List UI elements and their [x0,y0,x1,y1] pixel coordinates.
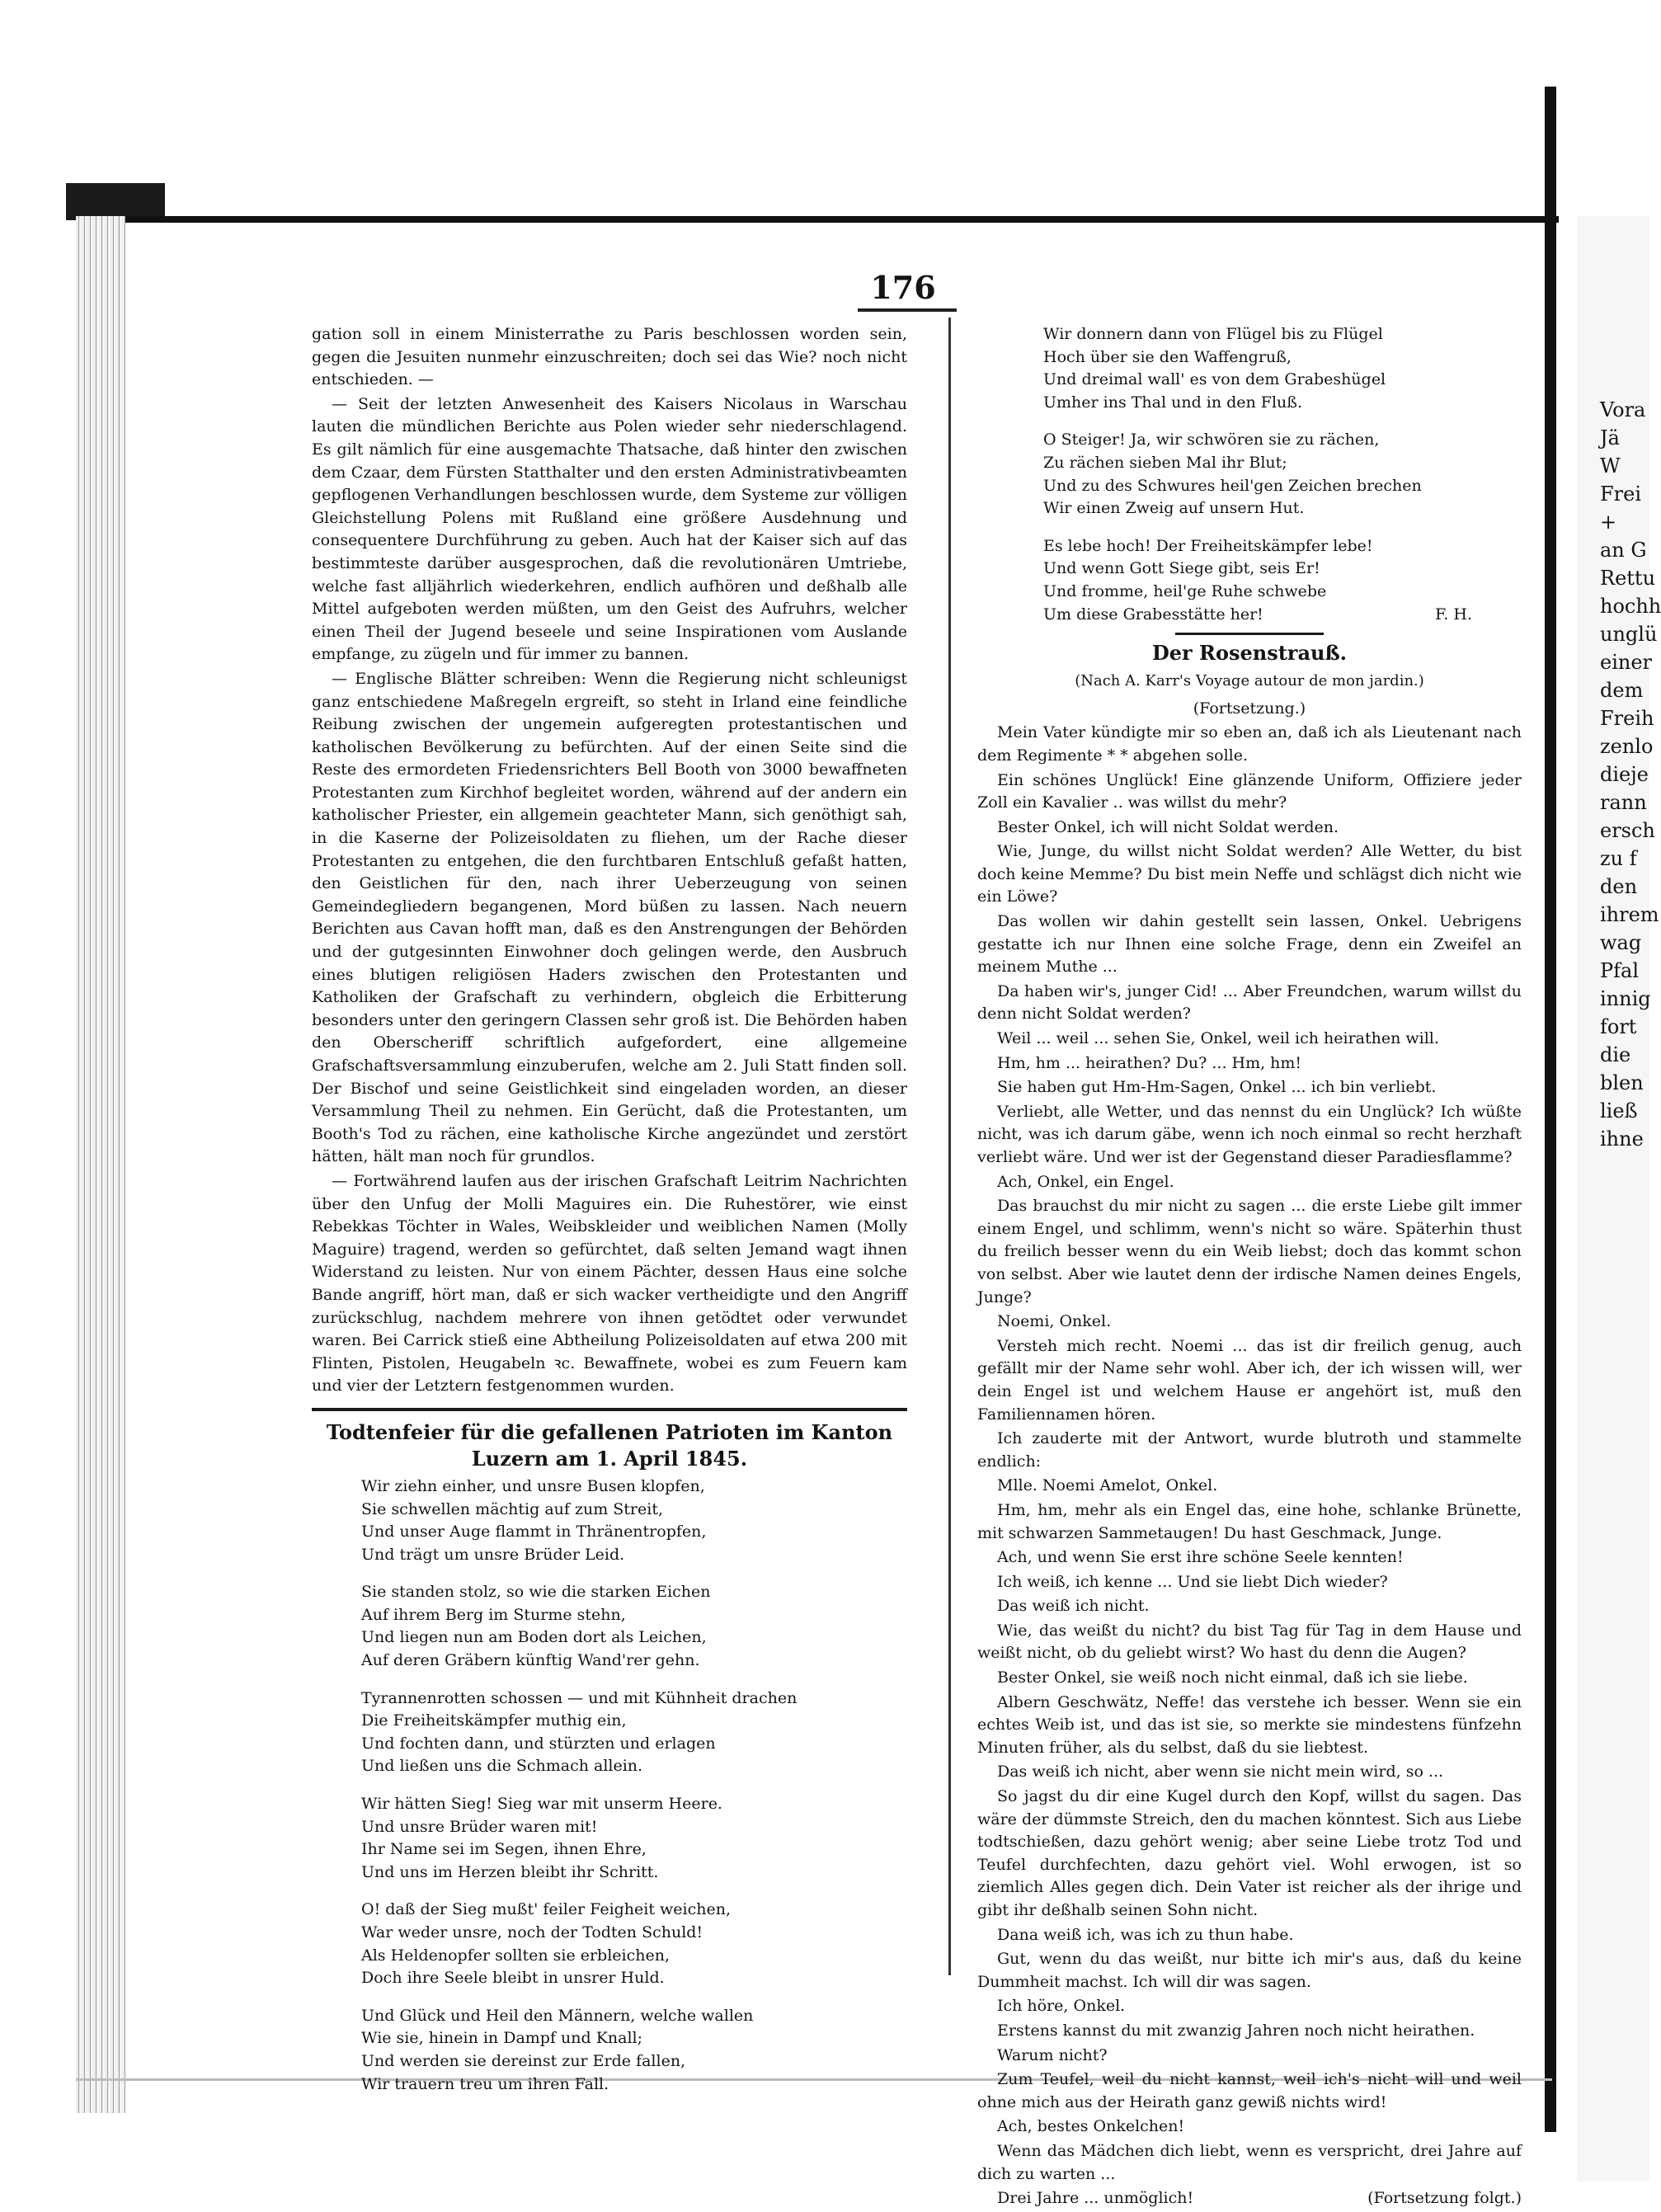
page-number: 176 [870,269,936,306]
poem-line: Tyrannenrotten schossen — und mit Kühnheit drachen [361,1688,798,1707]
poem-line: Wir hätten Sieg! Sieg war mit unserm Heere. [361,1795,722,1814]
adjacent-page-fragment: ließ [1600,1099,1638,1122]
story-paragraph: Ich höre, Onkel. [997,1997,1126,2016]
story-paragraph: Das brauchst du mir nicht zu sagen ... die erste Liebe gilt immer einem Engel, und schlimm, wenn's nicht so wäre. Späterhin thust du freilich besser wenn du ein Weib liebst; doch das kommt schon von selbst. Aber wie lautet denn der irdische Namen deines Engels, Junge? [977,1197,1522,1306]
poem-line: Und unser Auge flammt in Thränentropfen, [361,1523,707,1541]
adjacent-page-text [1600,396,1661,1153]
poem-line: O Steiger! Ja, wir schwören sie zu rächen, [1043,431,1380,449]
story-paragraph: Ich weiß, ich kenne ... Und sie liebt Dich wieder? [997,1572,1388,1591]
adjacent-page-fragment: die [1600,1043,1631,1066]
poem-line: War weder unsre, noch der Todten Schuld! [361,1923,703,1941]
right-column [977,323,1522,2212]
poem-line: Die Freiheitskämpfer muthig ein, [361,1711,627,1730]
poem-line: Wir ziehn einher, und unsre Busen klopfen, [361,1476,705,1495]
adjacent-page-fragment: fort [1600,1015,1637,1038]
poem-line: Und wenn Gott Siege gibt, seis Er! [1043,559,1320,578]
story-paragraph: Erstens kannst du mit zwanzig Jahren noch nicht heirathen. [997,2021,1475,2040]
poem-line: Ihr Name sei im Segen, ihnen Ehre, [361,1840,647,1859]
adjacent-page-fragment: Jä [1600,426,1620,449]
adjacent-page-fragment: Frei [1600,482,1642,506]
poem-line: Wir einen Zweig auf unsern Hut. [1043,499,1305,518]
poem-line: Zu rächen sieben Mal ihr Blut; [1043,453,1287,472]
poem-line: Sie standen stolz, so wie die starken Eichen [361,1583,711,1602]
adjacent-page-fragment: hochh [1600,595,1661,618]
poem-line: Und werden sie dereinst zur Erde fallen, [361,2051,686,2070]
adjacent-page-fragment: Pfal [1600,959,1640,982]
story-last-line: Drei Jahre ... unmöglich! [997,2189,1194,2208]
poem-stanza [361,1687,907,1778]
story-paragraph: Ich zauderte mit der Antwort, wurde blutroth und stammelte endlich: [977,1429,1522,1471]
story-paragraph: Albern Geschwätz, Neffe! das verstehe ich besser. Wenn sie ein echtes Weib ist, und das ist sie, so merkte sie mindestens fünfzehn Minuten früher, als du selbst, daß du sie liebtest. [977,1692,1522,1757]
story-paragraph: Ach, und wenn Sie erst ihre schöne Seele kennten! [997,1548,1404,1567]
top-border-rule [124,216,1559,223]
poem-line: Auf ihrem Berg im Sturme stehn, [361,1605,626,1624]
poem-line: Und fromme, heil'ge Ruhe schwebe [1043,581,1327,600]
story-paragraph: Sie haben gut Hm-Hm-Sagen, Onkel ... ich bin verliebt. [997,1078,1437,1097]
story-paragraph: Da haben wir's, junger Cid! ... Aber Freundchen, warum willst du denn nicht Soldat werden? [977,981,1522,1024]
poem-line: Und liegen nun am Boden dort als Leichen, [361,1628,707,1647]
to-be-continued-note: (Fortsetzung folgt.) [1367,2189,1522,2208]
story-paragraph: Das weiß ich nicht, aber wenn sie nicht mein wird, so ... [997,1763,1444,1781]
page-number-rule [858,308,957,312]
poem-line: Um diese Grabesstätte her! [1043,605,1263,624]
story-paragraph: Dana weiß ich, was ich zu thun habe. [997,1925,1294,1944]
adjacent-page-fragment: ihrem [1600,903,1659,926]
poem-line: Und fochten dann, und stürzten und erlagen [361,1734,716,1753]
poem-line: Und zu des Schwures heil'gen Zeichen brechen [1043,476,1422,495]
story-paragraph: Verliebt, alle Wetter, und das nennst du ein Unglück? Ich wüßte nicht, was ich darum gäbe, wenn ich noch einmal so recht herzhaft verliebt wäre. Und wer ist der Gegenstand dieser Paradiesflamme? [977,1102,1522,1166]
adjacent-page-fragment: dieje [1600,763,1649,786]
continuation-note: (Fortsetzung.) [1193,699,1306,718]
story-paragraph: Weil ... weil ... sehen Sie, Onkel, weil ich heirathen will. [997,1029,1439,1048]
adjacent-page-fragment: wag [1600,931,1642,954]
poem-line: Und Glück und Heil den Männern, welche wallen [361,2006,754,2025]
story-title: Der Rosenstrauß. [1151,641,1348,666]
poem-title: Todtenfeier für die gefallenen Patrioten im Kanton Luzern am 1. April 1845. [326,1419,893,1471]
story-paragraph: Wenn das Mädchen dich liebt, wenn es verspricht, drei Jahre auf dich zu warten ... [977,2141,1522,2183]
poem-stanza [361,2005,907,2096]
poem-stanza [1043,323,1522,414]
adjacent-page-fragment: ersch [1600,819,1655,842]
adjacent-page-fragment: blen [1600,1071,1644,1094]
poem-stanza [361,1581,907,1672]
poem [361,1475,907,2096]
left-column [312,323,907,2111]
story-paragraph: Mein Vater kündigte mir so eben an, daß ich als Lieutenant nach dem Regimente * * abgehen solle. [977,723,1522,765]
story-paragraph: Bester Onkel, ich will nicht Soldat werden. [997,817,1339,836]
poem-stanza [361,1475,907,1566]
story-paragraph: Bester Onkel, sie weiß noch nicht einmal, daß ich sie liebe. [997,1668,1468,1687]
story-paragraph: Das wollen wir dahin gestellt sein lassen, Onkel. Uebrigens gestatte ich nur Ihnen eine solche Frage, denn ein Zweifel an meinem Muthe ... [977,912,1522,977]
poem-line: Auf deren Gräbern künftig Wand'rer gehn. [361,1651,700,1670]
poem-line: Und uns im Herzen bleibt ihr Schritt. [361,1862,659,1881]
poem-line: Als Heldenopfer sollten sie erbleichen, [361,1946,671,1965]
poem-line: Wir donnern dann von Flügel bis zu Flügel [1043,325,1383,343]
story-paragraph: Versteh mich recht. Noemi ... das ist dir freilich genug, auch gefällt mir der Name sehr wohl. Aber ich, der ich wissen will, wer dein Engel ist und welchem Hause er angehört ist, muß den Familiennamen hören. [977,1336,1522,1424]
poem-line: Sie schwellen mächtig auf zum Streit, [361,1499,663,1518]
column-divider [948,318,951,1975]
adjacent-page-fragment: zu f [1600,847,1637,870]
story-paragraph: Wie, Junge, du willst nicht Soldat werden? Alle Wetter, du bist doch keine Memme? Du bist mein Neffe und schlägst dich nicht wie ein Löwe? [977,842,1522,906]
adjacent-page-fragment: dem [1600,679,1644,702]
adjacent-page-fragment: + [1600,511,1617,534]
adjacent-page-fragment: innig [1600,987,1651,1010]
story-paragraph: Ach, bestes Onkelchen! [997,2117,1185,2136]
story-paragraph: Noemi, Onkel. [997,1312,1112,1331]
story-paragraph: Warum nicht? [997,2045,1108,2064]
page-stack-edge [76,216,125,2113]
adjacent-page-fragment: Rettu [1600,567,1656,590]
poem-line: Und trägt um unsre Brüder Leid. [361,1545,625,1564]
story-paragraph: Mlle. Noemi Amelot, Onkel. [997,1476,1218,1495]
poem-stanza [1043,429,1522,520]
poem-line: O! daß der Sieg mußt' feiler Feigheit weichen, [361,1900,732,1919]
adjacent-page-fragment: zenlo [1600,735,1654,758]
story-paragraph: Ach, Onkel, ein Engel. [997,1172,1174,1191]
poem-line: Umher ins Thal und in den Fluß. [1043,393,1303,412]
poem-continuation [1043,323,1522,626]
adjacent-page-fragment: Vora [1600,398,1646,421]
news-paragraph: gation soll in einem Ministerrathe zu Paris beschlossen worden sein, gegen die Jesuiten nunmehr einzuschreiten; doch sei das Wie? noch nicht entschieden. — [312,325,907,389]
story-subtitle: (Nach A. Karr's Voyage autour de mon jardin.) [1075,672,1424,690]
adjacent-page-fragment: Freih [1600,707,1654,730]
poem-line: Und unsre Brüder waren mit! [361,1817,598,1836]
adjacent-page-fragment: W [1600,454,1621,478]
poem-line: Wie sie, hinein in Dampf und Knall; [361,2029,643,2048]
poem-stanza [361,1899,907,1989]
book-spine-rule [1545,87,1556,2132]
adjacent-page-fragment: rann [1600,791,1647,814]
story-paragraph: Zum Teufel, weil du nicht kannst, weil ich's nicht will und weil ohne mich aus der Heirath ganz gewiß nichts wird! [977,2070,1522,2111]
adjacent-page-fragment: den [1600,875,1638,898]
news-paragraph: — Seit der letzten Anwesenheit des Kaisers Nicolaus in Warschau lauten die mündlichen Berichte aus Polen wieder sehr niederschlagend. Es gilt nämlich für eine ausgemachte Thatsache, daß hinter den zwischen dem Czaar, dem Fürsten Statthalter und den ersten Administrativbeamten gepflogenen Verhandlungen beschlossen wurde, dem Systeme zur völligen Gleichstellung Polens mit Rußland eine größere Ausdehnung und consequentere Durchführung zu geben. Auch hat der Kaiser sich auf das bestimmteste darüber ausgesprochen, daß die revolutionären Umtriebe, welche fast alljährlich wiederkehren, endlich aufhören und deßhalb alle Mittel aufgeboten werden müßten, um den Geist des Aufruhrs, welcher einen Theil der Jugend beseele und seine Inspirationen vom Auslande empfange, zu zügeln und für immer zu bannen. [312,394,907,664]
poem-line: Doch ihre Seele bleibt in unsrer Huld. [361,1969,665,1988]
story-paragraph: So jagst du dir eine Kugel durch den Kopf, willst du sagen. Das wäre der dümmste Streich, den du machen könntest. Sich aus Liebe todtschießen, dazu gehört wenig; aber seine Liebe trotz Tod und Teufel durchfechten, dazu gehört viel. Wohl erwogen, ist so ziemlich Alles gegen dich. Dein Vater ist reicher als der ihrige und gibt ihr deßhalb seinen Sohn nicht. [977,1787,1522,1919]
adjacent-page-fragment: ihne [1600,1127,1644,1151]
poem-line: Es lebe hoch! Der Freiheitskämpfer lebe! [1043,536,1373,555]
poem-line: Und ließen uns die Schmach allein. [361,1757,643,1776]
poem-final-line [1043,604,1472,627]
page-edge-shadow [66,183,165,220]
poem-line: Und dreimal wall' es von dem Grabeshügel [1043,370,1386,389]
story-paragraph: Hm, hm ... heirathen? Du? ... Hm, hm! [997,1053,1302,1072]
poem-stanza [361,1793,907,1884]
news-paragraph: — Englische Blätter schreiben: Wenn die Regierung nicht schleunigst ganz entschiedene Maßregeln ergreift, so steht in Irland eine feindliche Reibung zwischen der ungemein aufgeregten protestantischen und katholischen Bevölkerung zu befürchten. Auf der einen Seite sind die Reste des ermordeten Friedensrichters Bell Booth von 3000 bewaffneten Protestanten zum Kirchhof begleitet worden, während auf der andern ein katholischer Priester, ein allgemein geachteter Mann, sich genöthigt sah, in die Kaserne der Polizeisoldaten zu fliehen, um der Rache dieser Protestanten zu entgehen, die den furchtbaren Entschluß gefaßt hatten, den Geistlichen für den, nach ihrer Ueberzeugung von seinen Gemeindegliedern begangenen, Mord büßen zu lassen. Nach neuern Berichten aus Cavan hofft man, daß es den Anstrengungen der Behörden und der gutgesinnten Einwohner doch gelingen werde, den Ausbruch eines blutigen religiösen Haders zwischen den Protestanten und Katholiken der Grafschaft zu verhindern, obgleich die Erbitterung besonders unter den geringern Classen sehr groß ist. Die Behörden haben den Oberscheriff schriftlich aufgefordert, eine allgemeine Grafschaftsversammlung einzuberufen, welche am 2. Juli Statt finden soll. Der Bischof und seine Geistlichkeit sind eingeladen worden, an dieser Versammlung Theil zu nehmen. Ein Gerücht, daß die Protestanten, um Booth's Tod zu rächen, eine katholische Kirche angezündet und zerstört hätten, hält man noch für grundlos. [312,669,907,1166]
story-paragraph: Gut, wenn du das weißt, nur bitte ich mir's aus, daß du keine Dummheit machst. Ich will dir was sagen. [977,1950,1522,1991]
story-paragraph: Hm, hm, mehr als ein Engel das, eine hohe, schlanke Brünette, mit schwarzen Sammetaugen! Du hast Geschmack, Junge. [977,1500,1522,1542]
story-final-line [977,2187,1522,2210]
section-divider [312,1408,907,1411]
adjacent-page-fragment: unglü [1600,623,1658,646]
news-paragraph: — Fortwährend laufen aus der irischen Grafschaft Leitrim Nachrichten über den Unfug der Molli Maguires ein. Die Ruhestörer, wie einst Rebekkas Töchter in Wales, Weibskleider und weiblichen Namen (Molly Maguire) tragend, werden so gefürchtet, daß selten Jemand wagt ihnen Widerstand zu leisten. Nur von einem Pächter, dessen Haus eine solche Bande angriff, hört man, daß er sich wacker vertheidigte und den Angriff zurückschlug, nachdem mehrere von ihnen getödtet oder verwundet waren. Bei Carrick stieß eine Abtheilung Polizeisoldaten auf etwa 200 mit Flinten, Pistolen, Heugabeln ꝛc. Bewaffnete, wobei es zum Feuern kam und vier der Letztern festgenommen wurden. [312,1171,907,1395]
story-paragraph: Ein schönes Unglück! Eine glänzende Uniform, Offiziere jeder Zoll ein Kavalier .. was willst du mehr? [977,770,1522,812]
story-paragraph: Wie, das weißt du nicht? du bist Tag für Tag in dem Hause und weißt nicht, ob du geliebt wirst? Wo hast du denn die Augen? [977,1621,1522,1663]
poem-signature: F. H. [1435,605,1472,624]
adjacent-page-fragment: einer [1600,651,1653,674]
adjacent-page-fragment: an G [1600,539,1647,562]
poem-line: Wir trauern treu um ihren Fall. [361,2074,609,2093]
section-divider [1175,633,1324,635]
poem-stanza [1043,535,1522,626]
poem-line: Hoch über sie den Waffengruß, [1043,347,1292,366]
story-paragraph: Das weiß ich nicht. [997,1597,1150,1616]
